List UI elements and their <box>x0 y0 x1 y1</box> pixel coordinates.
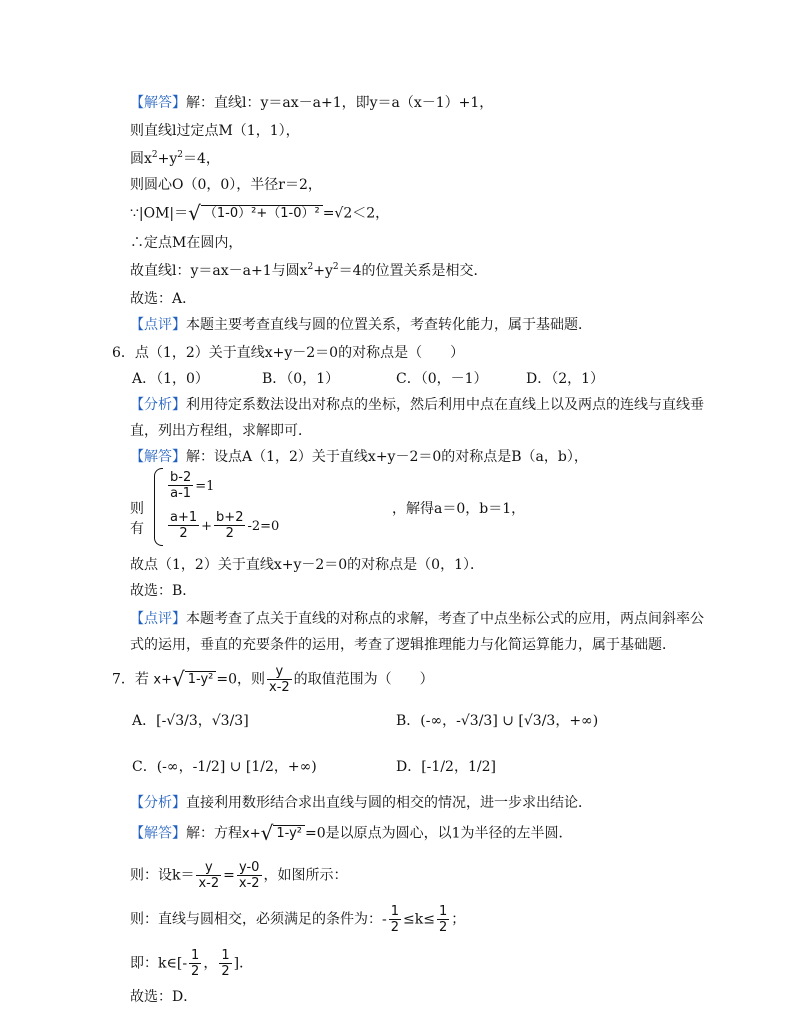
q6-option-c: C．（0，－1） <box>396 371 488 387</box>
p5-line-4: 则圆心O（0，0），半径r＝2， <box>130 177 322 193</box>
q7-option-d: D．[-1/2，1/2] <box>396 759 496 775</box>
p5-line-1: 【解答】解：直线l：y＝ax－a+1，即y＝a（x－1）+1， <box>130 95 494 111</box>
q6-option-b: B．（0，1） <box>262 371 340 387</box>
p5-line-6: ∴定点M在圆内， <box>130 235 243 251</box>
q6-review-2: 式的运用，垂直的充要条件的运用，考查了逻辑推理能力与化简运算能力，属于基础题． <box>130 637 676 653</box>
q7-analysis: 【分析】直接利用数形结合求出直线与圆的相交的情况，进一步求出结论． <box>130 795 592 811</box>
q6-analysis-2: 直，列出方程组，求解即可． <box>130 423 312 439</box>
q7-answer-1: 【解答】解：方程x+√ 1-y² =0是以原点为圆心，以1为半径的左半圆． <box>130 821 573 845</box>
q6-answer-1: 【解答】解：设点A（1，2）关于直线x+y－2＝0的对称点是B（a，b）， <box>130 449 588 465</box>
p5-line-2: 则直线l过定点M（1，1）， <box>130 123 300 139</box>
q7-stem: 7．若 x+√ 1-y² =0，则 $\frac{y}{x-2}$ 的取值范围为（ ） <box>112 664 434 695</box>
q7-condition: 则：直线与圆相交，必须满足的条件为：- $\frac{1}{2}$ ≤k≤ $\frac{1}{2}$ ； <box>130 904 466 935</box>
q7-option-b: B．(-∞，-√3/3] ∪ [√3/3，+∞) <box>396 713 599 729</box>
q7-set-k: 则：设k＝ $\frac{y}{x-2}$ = $\frac{y-0}{x-2}$ ，如图所示： <box>130 860 348 891</box>
q7-option-a: A．[-√3/3，√3/3] <box>132 713 249 729</box>
q6-option-a: A．（1，0） <box>132 371 209 387</box>
q6-conclusion: 故点（1，2）关于直线x+y－2＝0的对称点是（0，1）． <box>130 557 484 573</box>
q6-option-d: D．（2，1） <box>526 371 605 387</box>
p5-line-5: ∵|OM|＝√ （1-0）²+（1-0）² =√2＜2， <box>130 201 390 225</box>
q6-analysis-1: 【分析】利用待定系数法设出对称点的坐标，然后利用中点在直线上以及两点的连线与直线垂 <box>130 397 704 413</box>
q7-result: 即：k∈[- $\frac{1}{2}$ ， $\frac{1}{2}$ ]． <box>130 948 254 979</box>
equation-1: $\frac{b-2}{a-1}$ =1 <box>170 470 215 501</box>
p5-line-7: 故直线l：y＝ax－a+1与圆$x^2+y^2=4$的位置关系是相交． <box>130 262 488 279</box>
q7-choice: 故选：D． <box>130 989 198 1005</box>
q7-option-c: C．(-∞，-1/2] ∪ [1/2，+∞) <box>132 759 317 775</box>
q6-stem: 6．点（1，2）关于直线x+y－2＝0的对称点是（ ） <box>112 345 465 361</box>
equation-2: $\frac{a+1}{2}$ + $\frac{b+2}{2}$ -2=0 <box>170 510 280 541</box>
p5-line-8: 故选：A． <box>130 291 197 307</box>
brace <box>154 468 163 546</box>
answer-tag: 【解答】 <box>130 95 186 111</box>
q6-review-1: 【点评】本题考查了点关于直线的对称点的求解，考查了中点坐标公式的应用，两点间斜率公 <box>130 611 704 627</box>
q6-choice: 故选：B． <box>130 583 197 599</box>
p5-review: 【点评】本题主要考查直线与圆的位置关系，考查转化能力，属于基础题． <box>130 317 592 333</box>
p5-line-3: 圆$x^2+y^2=4$， <box>130 150 220 167</box>
